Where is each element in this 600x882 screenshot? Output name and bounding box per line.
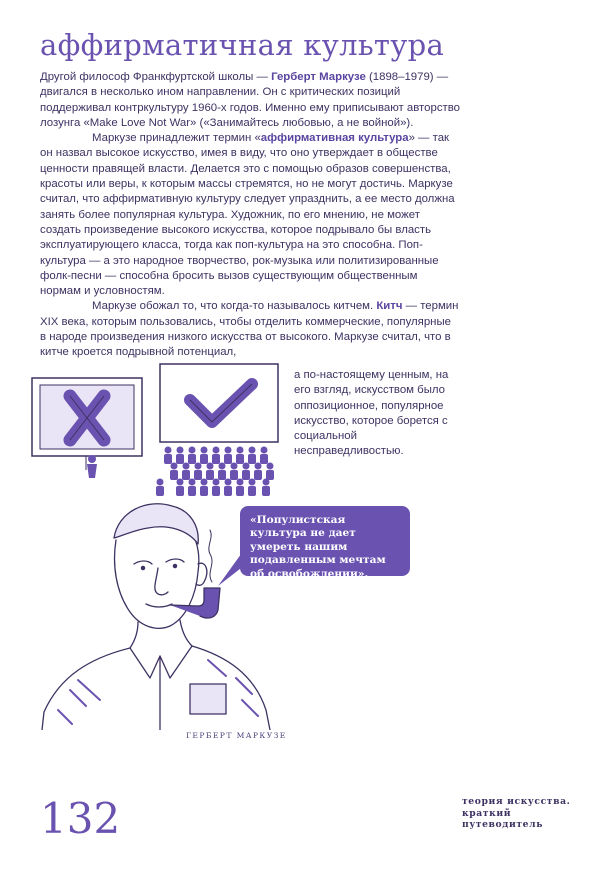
bold-term-marcuse: Герберт Маркузе <box>271 71 366 83</box>
paragraph-3 <box>40 299 460 360</box>
rejected-art-frame <box>32 378 142 470</box>
text-run: — термин XIX века, которым пользовались, чтобы отделить коммерческие, популярные в народе произведения низкого искусства от высокого. Маркузе считал, что в китче кроется подрывной потенциал, <box>40 300 459 359</box>
text-run: Другой философ Франкфуртской школы — <box>40 71 272 83</box>
lone-figure <box>87 455 97 478</box>
marcuse-portrait <box>42 504 270 730</box>
approved-art-frame <box>160 364 278 442</box>
bold-term-kitsch: Китч <box>376 300 403 313</box>
quote-speech-bubble: «Популистская культура не дает умереть нашим подавленным мечтам об освобождении». <box>240 506 410 576</box>
crowd-figures <box>156 447 274 497</box>
page-number: 132 <box>40 794 121 843</box>
book-title: теория искусства. краткий путеводитель <box>462 796 571 830</box>
side-text: а по-настоящему ценным, на его взгляд, искусством было оппозиционное, популярное искусство, которое борется с социальной несправедливостью. <box>294 369 449 458</box>
paragraph-1 <box>40 70 460 131</box>
main-text <box>40 70 460 361</box>
text-run: Маркузе принадлежит термин « <box>92 132 261 145</box>
bold-term-affirmative-culture: аффирмативная культура <box>260 132 409 145</box>
paragraph-2 <box>40 131 460 299</box>
text-run: » — так он назвал высокое искусство, имея в виду, что оно утверждает в обществе ценности правящей власти. Делается это с помощью образов совершенства, красоты или веры, к которым массы стремятся, но не могут достичь. Маркузе считал, что аффирмативную культуру следует упразднить, а ее место должна занять более популярная культура. Художник, по его мнению, не может создать произведение высокого искусства, которое подрывало бы власть эксплуатирующего класса, тогда как поп-культура на это способна. Поп-культура — а это народное творчество, рок-музыка или политизированные фолк-песни — способна бросить вызов существующим общественным нормам и условностям. <box>40 132 455 298</box>
illustration-caption: ГЕРБЕРТ МАРКУЗЕ <box>186 731 287 740</box>
chapter-title: аффирматичная культура <box>40 28 445 62</box>
text-run: (1898–1979) — двигался в несколько ином направлении. Он с критических позиций поддерживал контркультуру 1960-х годов. Именно ему приписывают авторство лозунга «Make Love Not War» («Занимайтесь любовью, а не войной»). <box>40 71 460 129</box>
text-run: Маркузе обожал то, что когда-то называлось китчем. <box>92 300 377 313</box>
